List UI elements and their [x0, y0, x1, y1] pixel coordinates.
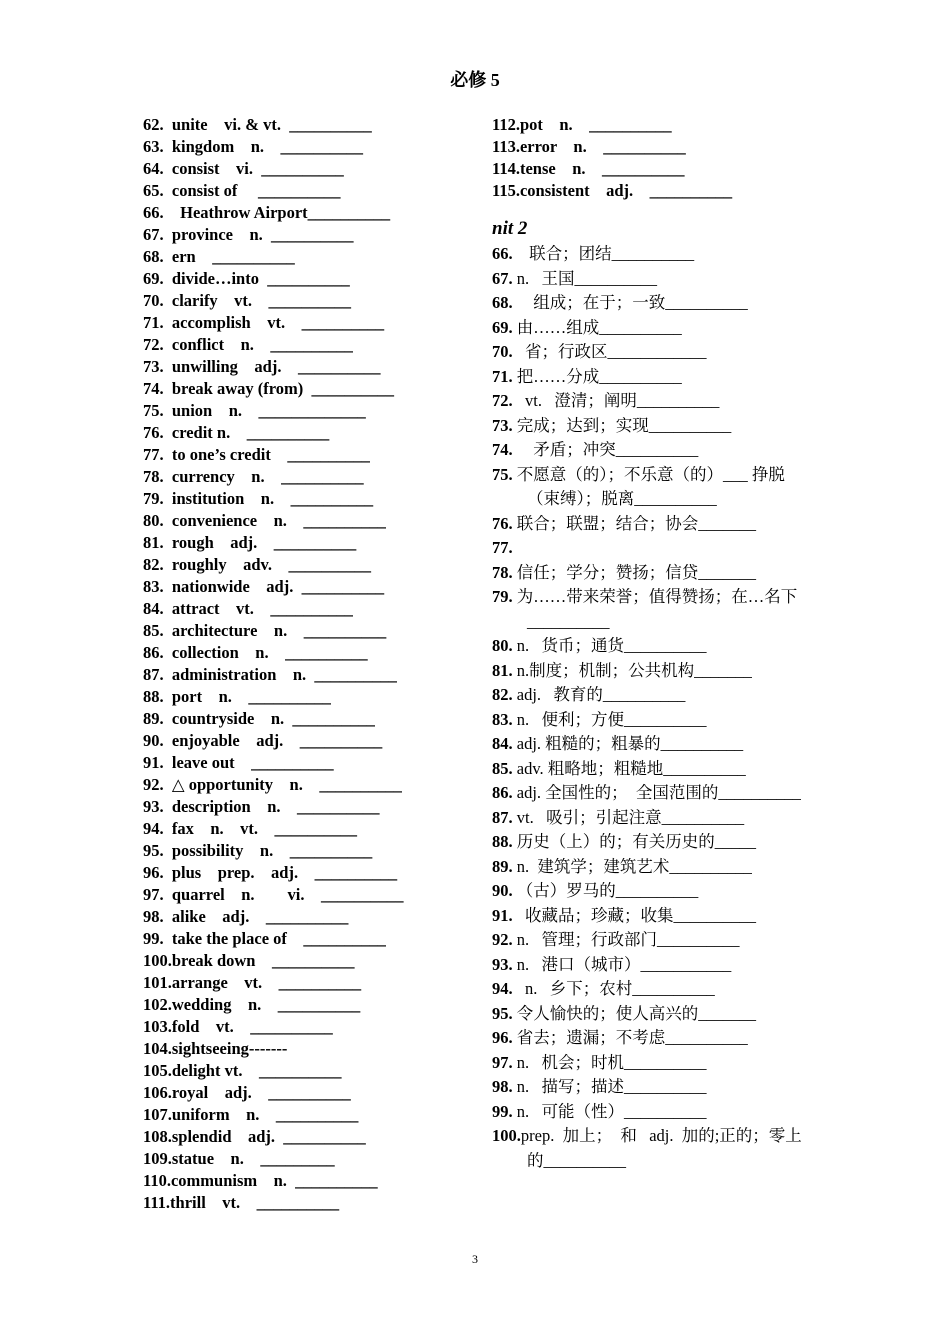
item-text: vt. 澄清；阐明__________	[512, 391, 720, 410]
chinese-vocab-line	[492, 1100, 812, 1125]
chinese-vocab-line	[492, 977, 812, 1002]
vocab-line: 106.royal adj. __________	[143, 1083, 351, 1102]
chinese-vocab-line	[492, 536, 812, 561]
item-text: n. 港口（城市）___________	[512, 954, 732, 974]
chinese-vocab-line	[492, 1002, 812, 1027]
item-text: 由……组成__________	[512, 317, 682, 337]
vocab-line: 66. Heathrow Airport__________	[143, 203, 391, 222]
item-text: n. 乡下；农村__________	[512, 979, 715, 998]
page-number: 3	[472, 1252, 478, 1266]
chinese-vocab-line	[492, 561, 812, 586]
vocab-line: 62. unite vi. & vt. __________	[143, 115, 372, 134]
chinese-vocab-line	[492, 1075, 812, 1100]
item-text: n. 管理；行政部门__________	[512, 930, 740, 949]
item-number: 96.	[492, 1028, 513, 1047]
chinese-vocab-line	[492, 242, 812, 267]
item-number: 86.	[492, 783, 513, 802]
item-text: adj. 粗糙的；粗暴的__________	[512, 734, 744, 753]
left-column	[143, 114, 473, 1214]
item-text: （古）罗马的__________	[512, 881, 699, 900]
item-text: 信任；学分；赞扬；信贷_______	[512, 562, 756, 582]
item-number: 92.	[492, 930, 513, 949]
vocab-line: 77. to one’s credit __________	[143, 445, 370, 464]
item-number: 79.	[492, 587, 513, 606]
item-number: 72.	[492, 391, 513, 410]
item-number: 97.	[492, 1052, 513, 1072]
vocab-line: 108.splendid adj. __________	[143, 1127, 366, 1146]
vocab-line: 81. rough adj. __________	[143, 533, 357, 552]
chinese-vocab-line	[492, 928, 812, 953]
vocab-line: 91. leave out __________	[143, 753, 334, 772]
chinese-vocab-line	[492, 389, 812, 414]
item-number: 69.	[492, 317, 513, 337]
chinese-vocab-line	[492, 953, 812, 978]
vocab-line: 110.communism n. __________	[143, 1171, 378, 1190]
chinese-vocab-line	[492, 634, 812, 659]
item-text: n.制度；机制；公共机构_______	[512, 660, 752, 680]
item-text: n. 机会；时机__________	[512, 1052, 707, 1072]
item-number: 68.	[492, 293, 513, 312]
item-text: n. 王国__________	[512, 268, 657, 288]
vocab-line: 112.pot n. __________	[492, 115, 672, 134]
chinese-vocab-line	[492, 683, 812, 708]
unit-heading: nit 2	[492, 218, 528, 239]
vocab-line: 83. nationwide adj. __________	[143, 577, 385, 596]
item-number: 99.	[492, 1101, 513, 1121]
vocab-line: 93. description n. __________	[143, 797, 380, 816]
item-text: adv. 粗略地；粗糙地__________	[512, 758, 746, 778]
item-text: 把……分成__________	[512, 366, 682, 386]
page-header-title: 必修 5	[450, 70, 500, 90]
vocab-line: 86. collection n. __________	[143, 643, 368, 662]
item-text: 矛盾；冲突__________	[512, 440, 699, 459]
chinese-vocab-line	[492, 855, 812, 880]
item-number: 78.	[492, 562, 513, 582]
item-text: adj. 教育的__________	[512, 685, 686, 704]
item-text: 令人愉快的；使人高兴的_______	[512, 1003, 756, 1023]
vocab-line: 107.uniform n. __________	[143, 1105, 359, 1124]
item-number: 98.	[492, 1077, 513, 1096]
chinese-vocab-line	[492, 904, 812, 929]
item-number: 66.	[492, 244, 513, 263]
item-text: 省；行政区____________	[512, 342, 707, 361]
vocab-line: 90. enjoyable adj. __________	[143, 731, 383, 750]
chinese-vocab-line	[492, 414, 812, 439]
item-text: vt. 吸引；引起注意__________	[512, 807, 745, 827]
vocab-line: 64. consist vi. __________	[143, 159, 344, 178]
right-chinese-list	[492, 242, 812, 1173]
right-top-list	[492, 114, 812, 202]
item-text: 历史（上）的；有关历史的_____	[512, 832, 756, 851]
chinese-vocab-line	[492, 1124, 812, 1173]
item-text: 省去；遗漏；不考虑__________	[512, 1028, 748, 1047]
chinese-vocab-line	[492, 879, 812, 904]
item-number: 75.	[492, 464, 513, 484]
vocab-line: 78. currency n. __________	[143, 467, 364, 486]
vocab-line: 104.sightseeing-------	[143, 1039, 288, 1058]
vocab-line: 111.thrill vt. __________	[143, 1193, 340, 1212]
item-number: 77.	[492, 538, 513, 557]
item-number: 76.	[492, 513, 513, 533]
vocab-line: 96. plus prep. adj. __________	[143, 863, 398, 882]
item-text: n. 便利；方便__________	[512, 709, 707, 729]
vocab-line: 97. quarrel n. vi. __________	[143, 885, 404, 904]
vocab-line: 85. architecture n. __________	[143, 621, 387, 640]
vocab-line: 99. take the place of __________	[143, 929, 386, 948]
item-text: 为……带来荣誉；值得赞扬；在…名下__________	[512, 587, 798, 631]
chinese-vocab-line	[492, 806, 812, 831]
vocab-line: 115.consistent adj. __________	[492, 181, 733, 200]
item-number: 74.	[492, 440, 513, 459]
item-text: 联合；联盟；结合；协会_______	[512, 513, 756, 533]
item-text: n. 货币；通货__________	[512, 636, 707, 655]
vocab-line: 105.delight vt. __________	[143, 1061, 342, 1080]
vocab-line: 73. unwilling adj. __________	[143, 357, 381, 376]
chinese-vocab-line	[492, 830, 812, 855]
item-number: 73.	[492, 415, 513, 435]
chinese-vocab-line	[492, 585, 812, 634]
chinese-vocab-line	[492, 463, 812, 512]
chinese-vocab-line	[492, 438, 812, 463]
right-column	[492, 114, 812, 1173]
vocab-line: 84. attract vt. __________	[143, 599, 353, 618]
item-text: adj. 全国性的； 全国范围的__________	[512, 783, 801, 802]
item-text: prep. 加上； 和 adj. 加的;正的；零上的__________	[520, 1126, 802, 1170]
item-number: 90.	[492, 881, 513, 900]
item-text: 不愿意（的）；不乐意（的）___ 挣脱（束缚）；脱离__________	[512, 464, 785, 508]
chinese-vocab-line	[492, 757, 812, 782]
vocab-line: 76. credit n. __________	[143, 423, 330, 442]
vocab-line: 67. province n. __________	[143, 225, 354, 244]
chinese-vocab-line	[492, 708, 812, 733]
vocab-line: 100.break down __________	[143, 951, 355, 970]
vocab-line: 101.arrange vt. __________	[143, 973, 362, 992]
vocab-line: 98. alike adj. __________	[143, 907, 349, 926]
vocab-line: 88. port n. __________	[143, 687, 331, 706]
chinese-vocab-line	[492, 340, 812, 365]
chinese-vocab-line	[492, 512, 812, 537]
chinese-vocab-line	[492, 1026, 812, 1051]
item-number: 82.	[492, 685, 513, 704]
vocab-line: 94. fax n. vt. __________	[143, 819, 358, 838]
item-number: 70.	[492, 342, 513, 361]
item-number: 67.	[492, 268, 513, 288]
chinese-vocab-line	[492, 781, 812, 806]
item-text: n. 描写；描述__________	[512, 1077, 707, 1096]
item-number: 85.	[492, 758, 513, 778]
vocab-line: 102.wedding n. __________	[143, 995, 361, 1014]
vocab-line: 69. divide…into __________	[143, 269, 350, 288]
vocab-line: 74. break away (from) __________	[143, 379, 394, 398]
chinese-vocab-line	[492, 659, 812, 684]
item-number: 84.	[492, 734, 513, 753]
item-number: 81.	[492, 660, 513, 680]
chinese-vocab-line	[492, 1051, 812, 1076]
item-number: 91.	[492, 905, 513, 925]
item-text: n. 建筑学；建筑艺术__________	[512, 856, 752, 876]
vocab-line: 87. administration n. __________	[143, 665, 397, 684]
vocab-line: 79. institution n. __________	[143, 489, 374, 508]
vocab-line: 72. conflict n. __________	[143, 335, 353, 354]
vocab-line: 113.error n. __________	[492, 137, 686, 156]
chinese-vocab-line	[492, 732, 812, 757]
chinese-vocab-line	[492, 365, 812, 390]
item-number: 89.	[492, 856, 513, 876]
vocab-line: 75. union n. _____________	[143, 401, 366, 420]
item-text: n. 可能（性）__________	[512, 1101, 707, 1121]
chinese-vocab-line	[492, 291, 812, 316]
item-text: 收藏品；珍藏；收集__________	[512, 905, 756, 925]
vocab-line: 80. convenience n. __________	[143, 511, 386, 530]
item-number: 100.	[492, 1126, 521, 1145]
item-number: 95.	[492, 1003, 513, 1023]
vocab-line: 70. clarify vt. __________	[143, 291, 352, 310]
item-number: 94.	[492, 979, 513, 998]
chinese-vocab-line	[492, 316, 812, 341]
item-text: 组成；在于；一致__________	[512, 293, 748, 312]
vocab-line: 82. roughly adv. __________	[143, 555, 371, 574]
vocab-line: 65. consist of __________	[143, 181, 341, 200]
item-number: 88.	[492, 832, 513, 851]
vocab-line: 109.statue n. _________	[143, 1149, 335, 1168]
vocab-line: 103.fold vt. __________	[143, 1017, 333, 1036]
vocab-line: 68. ern __________	[143, 247, 295, 266]
item-number: 87.	[492, 807, 513, 827]
item-number: 80.	[492, 636, 513, 655]
item-number: 71.	[492, 366, 513, 386]
vocab-line: 63. kingdom n. __________	[143, 137, 364, 156]
item-number: 93.	[492, 954, 513, 974]
chinese-vocab-line	[492, 267, 812, 292]
vocab-line: 114.tense n. __________	[492, 159, 685, 178]
vocab-line: 95. possibility n. __________	[143, 841, 373, 860]
vocab-line: 92. △ opportunity n. __________	[143, 775, 402, 794]
vocab-line: 89. countryside n. __________	[143, 709, 375, 728]
vocab-line: 71. accomplish vt. __________	[143, 313, 385, 332]
item-text: 完成；达到；实现__________	[512, 415, 732, 435]
item-number: 83.	[492, 709, 513, 729]
item-text: 联合；团结__________	[512, 244, 695, 263]
